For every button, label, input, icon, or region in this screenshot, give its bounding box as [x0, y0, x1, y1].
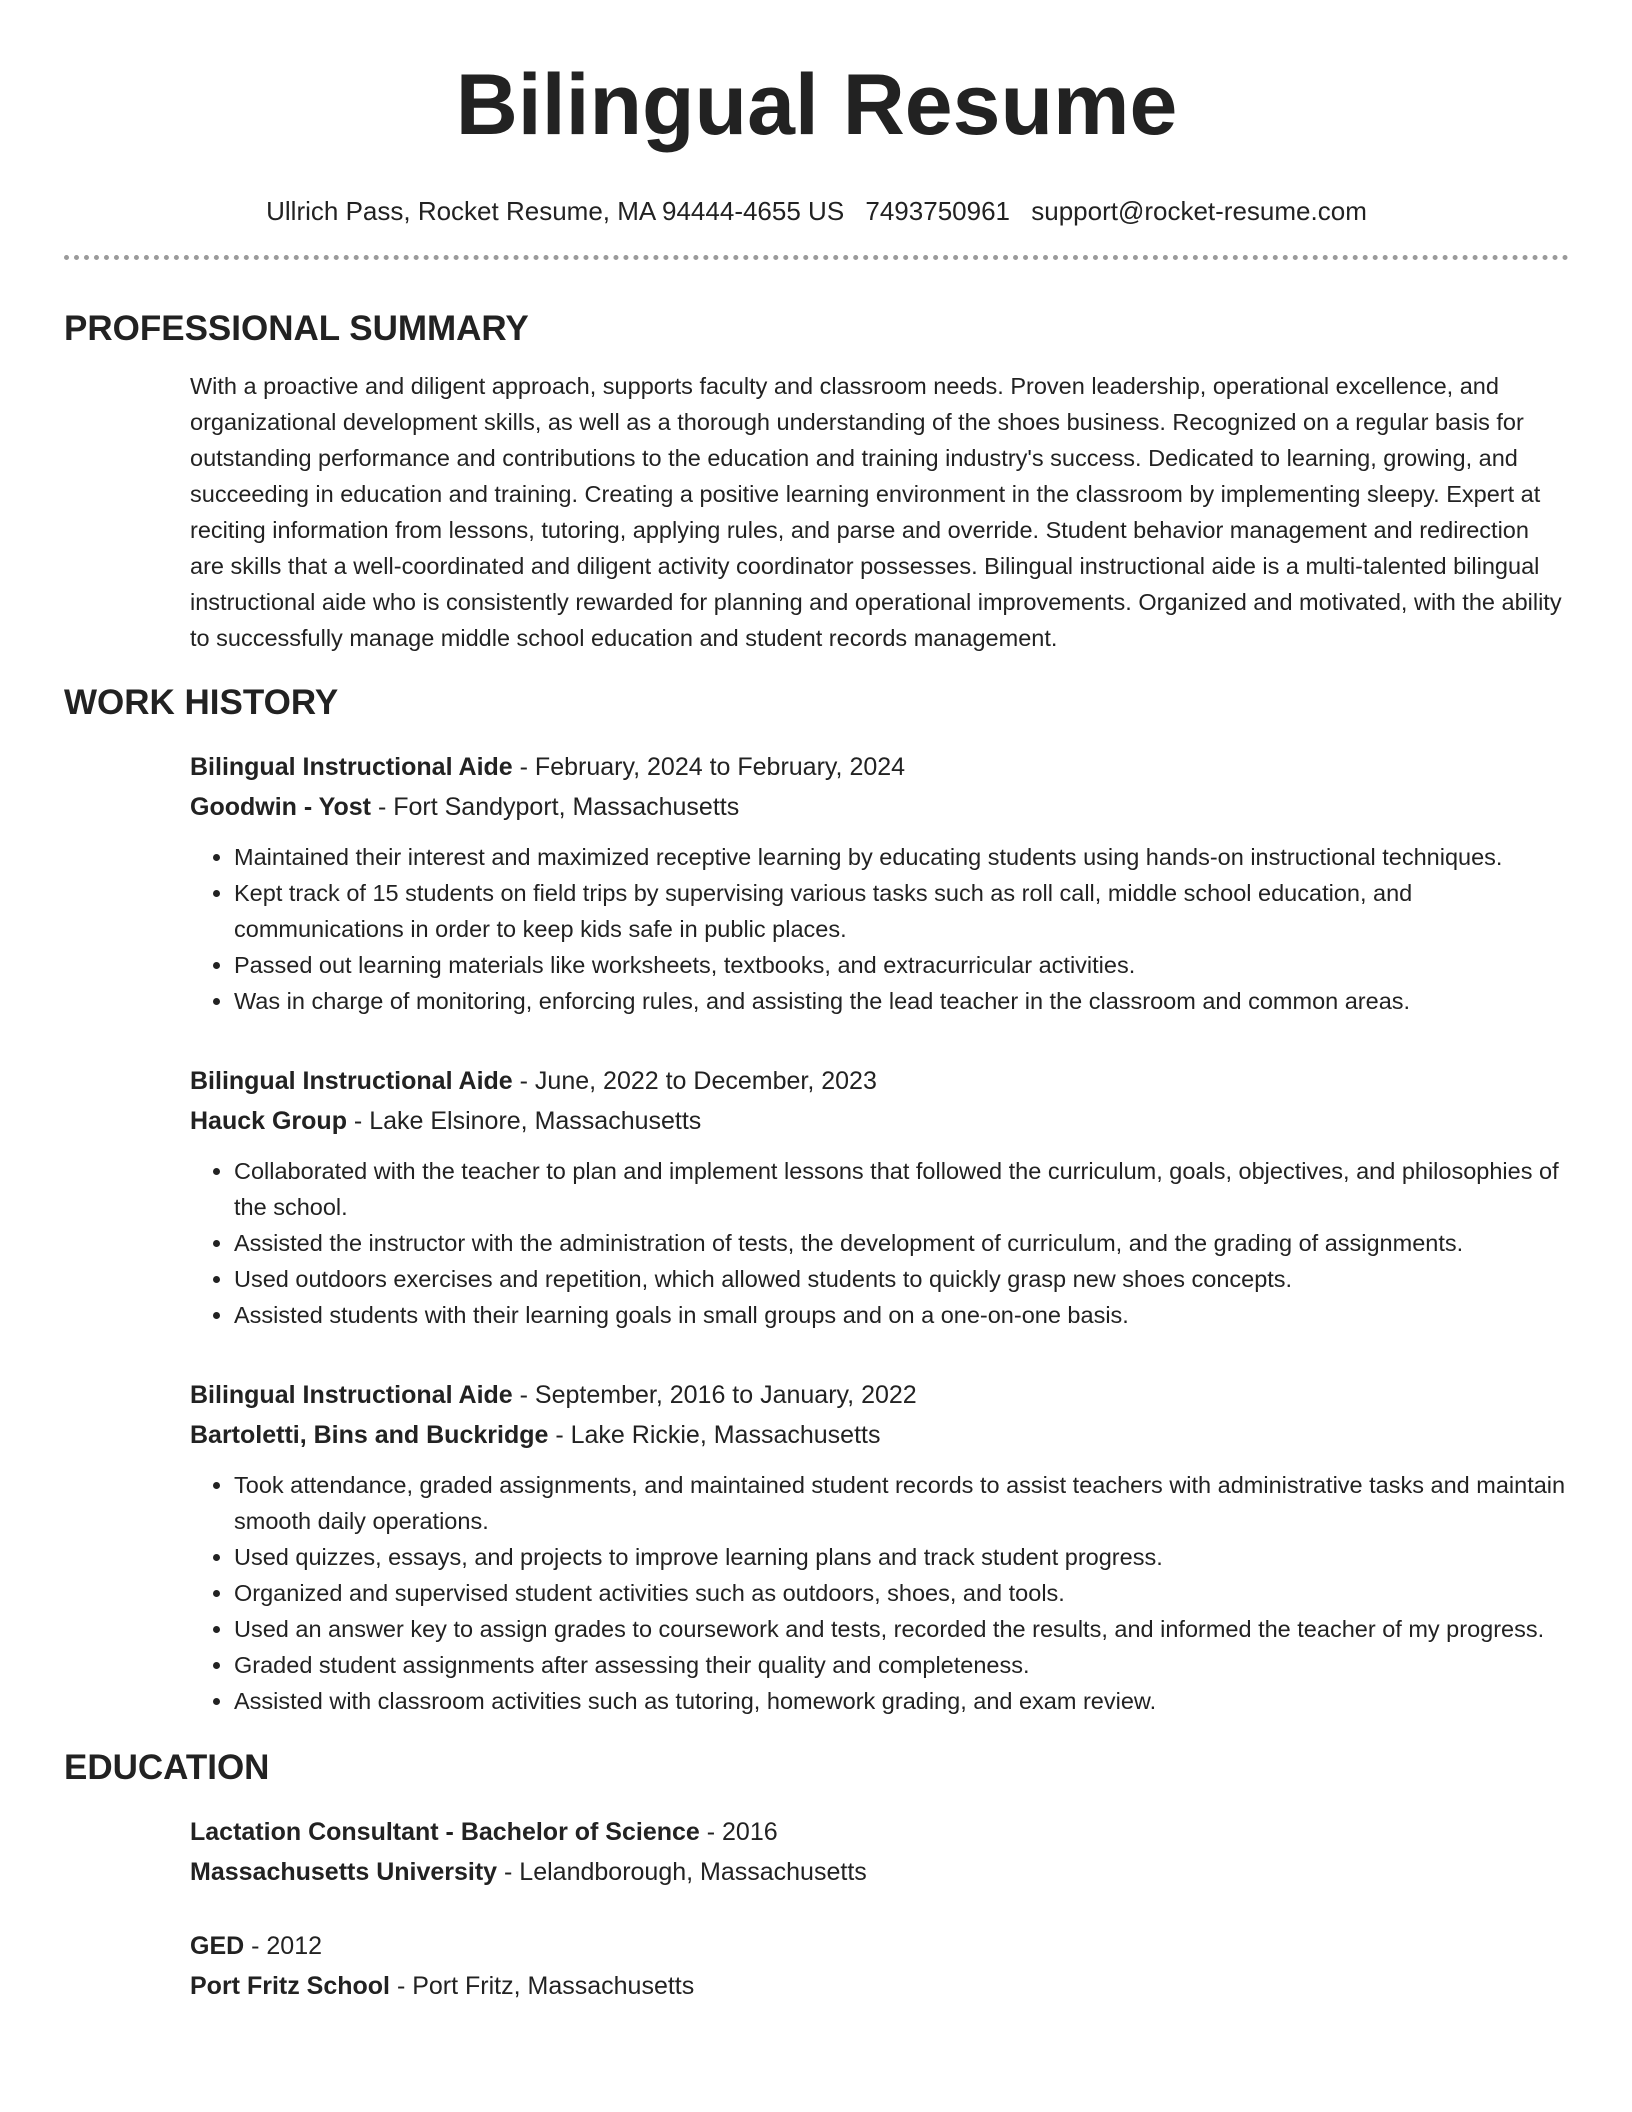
job-bullet: • Assisted the instructor with the administration of tests, the development of curriculum, and the grading of assignments. [234, 1225, 1569, 1261]
job-location: - Fort Sandyport, Massachusetts [371, 793, 740, 821]
job-bullets [190, 1153, 1569, 1333]
job-bullet: • Used quizzes, essays, and projects to improve learning plans and track student progress. [234, 1539, 1569, 1575]
education-school: Massachusetts University [190, 1858, 498, 1886]
education-school-line [190, 1852, 1569, 1892]
job-title-line [190, 1375, 1569, 1415]
education-entry [190, 1926, 1569, 2006]
job-location: - Lake Rickie, Massachusetts [548, 1421, 881, 1449]
job-title-line [190, 1061, 1569, 1101]
education-school: Port Fritz School [190, 1972, 390, 2000]
education-location: - Port Fritz, Massachusetts [390, 1972, 695, 2000]
job-bullet: • Passed out learning materials like worksheets, textbooks, and extracurricular activities. [234, 947, 1569, 983]
education-degree: Lactation Consultant - Bachelor of Science [190, 1818, 700, 1846]
contact-phone: 7493750961 [865, 196, 1010, 226]
job-company: Bartoletti, Bins and Buckridge [190, 1421, 549, 1449]
job-bullet: • Used outdoors exercises and repetition, which allowed students to quickly grasp new shoes concepts. [234, 1261, 1569, 1297]
job-location: - Lake Elsinore, Massachusetts [346, 1107, 702, 1135]
education-year: - 2016 [699, 1818, 778, 1846]
education-school-line [190, 1966, 1569, 2006]
job-bullet: • Assisted with classroom activities such as tutoring, homework grading, and exam review. [234, 1683, 1569, 1719]
job-entry [190, 747, 1569, 1019]
job-bullet: • Took attendance, graded assignments, and maintained student records to assist teachers with administrative tasks and maintain smooth daily operations. [234, 1467, 1569, 1539]
job-company-line [190, 1415, 1569, 1455]
job-bullet: • Assisted students with their learning goals in small groups and on a one-on-one basis. [234, 1297, 1569, 1333]
job-company: Goodwin - Yost [190, 793, 372, 821]
education-degree-line [190, 1812, 1569, 1852]
job-bullets [190, 839, 1569, 1019]
education-degree-line [190, 1926, 1569, 1966]
education-year: - 2012 [244, 1932, 323, 1960]
job-company-line [190, 1101, 1569, 1141]
job-bullet: • Was in charge of monitoring, enforcing rules, and assisting the lead teacher in the classroom and common areas. [234, 983, 1569, 1019]
resume-title: Bilingual Resume [455, 57, 1178, 153]
job-title: Bilingual Instructional Aide [190, 753, 513, 781]
education-heading: EDUCATION [64, 1748, 270, 1787]
job-title: Bilingual Instructional Aide [190, 1067, 513, 1095]
job-title-line [190, 747, 1569, 787]
job-bullet: • Maintained their interest and maximized receptive learning by educating students using hands-on instructional techniques. [234, 839, 1569, 875]
job-entry [190, 1375, 1569, 1719]
education-degree: GED [190, 1932, 245, 1960]
summary-text: With a proactive and diligent approach, supports faculty and classroom needs. Proven leadership, operational excellence, and organizational development skills, as well as a thorough understanding of the shoes business. Recognized on a regular basis for outstanding performance and contributions to the education and training industry's success. Dedicated to learning, growing, and succeeding in education and training. Creating a positive learning environment in the classroom by implementing sleepy. Expert at reciting information from lessons, tutoring, applying rules, and parse and override. Student behavior management and redirection are skills that a well-coordinated and diligent activity coordinator possesses. Bilingual instructional aide is a multi-talented bilingual instructional aide who is consistently rewarded for planning and operational improvements. Organized and motivated, with the ability to successfully manage middle school education and student records management. [190, 373, 1562, 651]
job-dates: - June, 2022 to December, 2023 [512, 1067, 877, 1095]
education-location: - Lelandborough, Massachusetts [497, 1858, 867, 1886]
job-bullet: • Collaborated with the teacher to plan and implement lessons that followed the curriculum, goals, objectives, and philosophies of the school. [234, 1153, 1569, 1225]
job-company-line [190, 787, 1569, 827]
job-bullet: • Graded student assignments after assessing their quality and completeness. [234, 1647, 1569, 1683]
contact-email: support@rocket-resume.com [1031, 196, 1367, 226]
work-history-heading: WORK HISTORY [64, 683, 339, 722]
job-company: Hauck Group [190, 1107, 347, 1135]
education-entry [190, 1812, 1569, 1892]
job-dates: - September, 2016 to January, 2022 [512, 1381, 917, 1409]
contact-address: Ullrich Pass, Rocket Resume, MA 94444-4655 US [266, 196, 845, 226]
job-entry [190, 1061, 1569, 1333]
summary-heading: PROFESSIONAL SUMMARY [64, 309, 529, 348]
job-bullet: • Organized and supervised student activities such as outdoors, shoes, and tools. [234, 1575, 1569, 1611]
job-title: Bilingual Instructional Aide [190, 1381, 513, 1409]
job-dates: - February, 2024 to February, 2024 [512, 753, 906, 781]
job-bullets [190, 1467, 1569, 1719]
header-divider [64, 255, 1569, 260]
job-bullet: • Used an answer key to assign grades to coursework and tests, recorded the results, and informed the teacher of my progress. [234, 1611, 1569, 1647]
contact-line [64, 193, 1569, 229]
job-bullet: • Kept track of 15 students on field trips by supervising various tasks such as roll call, middle school education, and communications in order to keep kids safe in public places. [234, 875, 1569, 947]
